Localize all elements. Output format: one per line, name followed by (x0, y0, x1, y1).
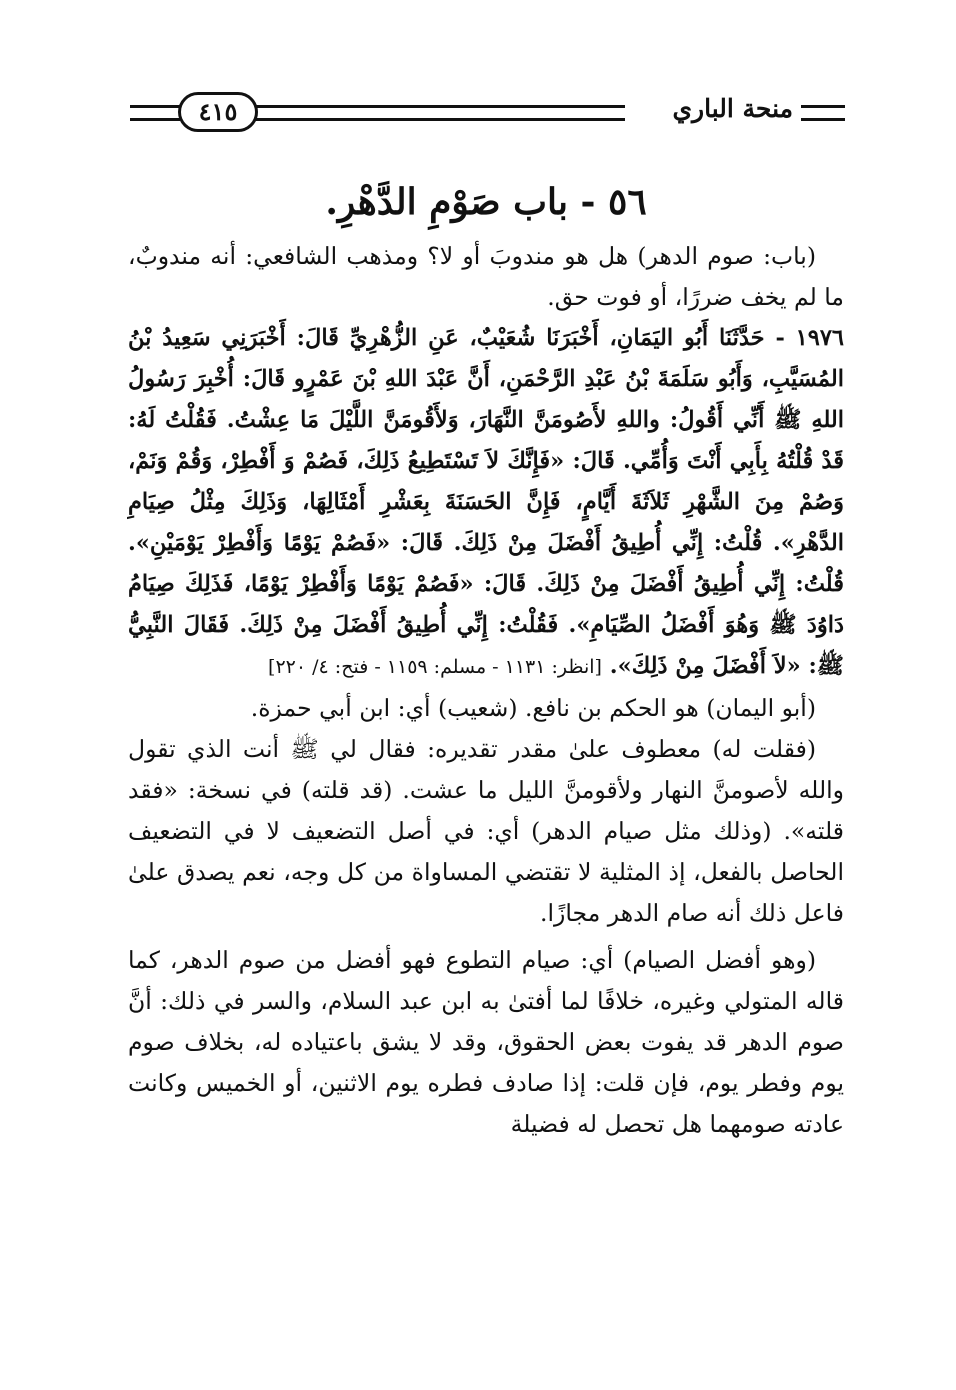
page-number: ٤١٥ (178, 92, 258, 132)
header-rule-right (801, 105, 845, 121)
hadith-body: ١٩٧٦ - حَدَّثَنَا أَبُو اليَمَانِ، أَخْبَرَنَا شُعَيْبٌ، عَنِ الزُّهْرِيِّ قَالَ: أَخْبَرَنِي سَعِيدُ بْنُ المُسَيَّبِ، وَأَبُو سَلَمَةَ بْنُ عَبْدِ الرَّحْمَنِ، أَنَّ عَبْدَ اللهِ بْنَ عَمْرٍو قَالَ: أُخْبِرَ رَسُولُ اللهِ ﷺ أَنِّي أَقُولُ: واللهِ لأَصُومَنَّ النَّهَارَ، وَلأَقُومَنَّ اللَّيْلَ مَا عِشْتُ. فَقُلْتُ لَهُ: قَدْ قُلْتُهُ بِأَبِي أَنْتَ وَأُمِّي. قَالَ: «فَإِنَّكَ لاَ تَسْتَطِيعُ ذَلِكَ، فَصُمْ وَ أَفْطِرْ، وَقُمْ وَنَمْ، وَصُمْ مِنَ الشَّهْرِ ثَلاَثَةَ أَيَّامٍ، فَإِنَّ الحَسَنَةَ بِعَشْرِ أَمْثَالِهَا، وَذَلِكَ مِثْلُ صِيَامِ الدَّهْرِ». قُلْتُ: إِنِّي أُطِيقُ أَفْضَلَ مِنْ ذَلِكَ. قَالَ: «فَصُمْ يَوْمًا وَأَفْطِرْ يَوْمَيْنِ». قُلْتُ: إِنِّي أُطِيقُ أَفْضَلَ مِنْ ذَلِكَ. قَالَ: «فَصُمْ يَوْمًا وَأَفْطِرْ يَوْمًا، فَذَلِكَ صِيَامُ دَاوُدَ ﷺ وَهُوَ أَفْضَلُ الصِّيَامِ». فَقُلْتُ: إِنِّي أُطِيقُ أَفْضَلَ مِنْ ذَلِكَ. فَقَالَ النَّبِيُّ ﷺ: «لاَ أَفْضَلَ مِنْ ذَلِكَ». (128, 325, 844, 679)
page-body (128, 178, 844, 1145)
page-header (130, 92, 845, 132)
hadith-text (128, 318, 844, 688)
hadith-reference: [انظر: ١١٣١ - مسلم: ١١٥٩ - فتح: ٤/ ٢٢٠] (268, 656, 602, 678)
commentary-paragraph: (وهو أفضل الصيام) أي: صيام التطوع فهو أفضل من صوم الدهر، كما قاله المتولي وغيره، خلافًا لما أفتىٰ به ابن عبد السلام، والسر في ذلك: أنَّ صوم الدهر قد يفوت بعض الحقوق، وقد لا يشق باعتياده له، بخلاف صوم يوم وفطر يوم، فإن قلت: إذا صادف فطره يوم الاثنين، أو الخميس وكانت عادته صومهما هل تحصل له فضيلة (128, 946, 844, 1138)
commentary-paragraph: (فقلت له) معطوف علىٰ مقدر تقديره: فقال لي ﷺ أنت الذي تقول والله لأصومنَّ النهار ولأقومنَّ الليل ما عشت. (قد قلته) في نسخة: «فقد قلته». (وذلك مثل صيام الدهر) أي: في أصل التضعيف لا في التضعيف الحاصل بالفعل، إذ المثلية لا تقتضي المساواة من كل وجه، نعم يصدق علىٰ فاعل ذلك أنه صام الدهر مجازًا. (128, 735, 844, 927)
chapter-title: ٥٦ - باب صَوْمِ الدَّهْرِ. (325, 181, 647, 223)
commentary-paragraph: (أبو اليمان) هو الحكم بن نافع. (شعيب) أي: ابن أبي حمزة. (250, 694, 816, 722)
chapter-intro: (باب: صوم الدهر) هل هو مندوبَ أو لا؟ ومذهب الشافعي: أنه مندوبٌ، ما لم يخف ضررًا، أو فوت حق. (128, 242, 844, 311)
header-rule-left (130, 105, 180, 121)
running-title: منحة الباري (672, 94, 793, 123)
header-rule-middle (250, 105, 625, 121)
